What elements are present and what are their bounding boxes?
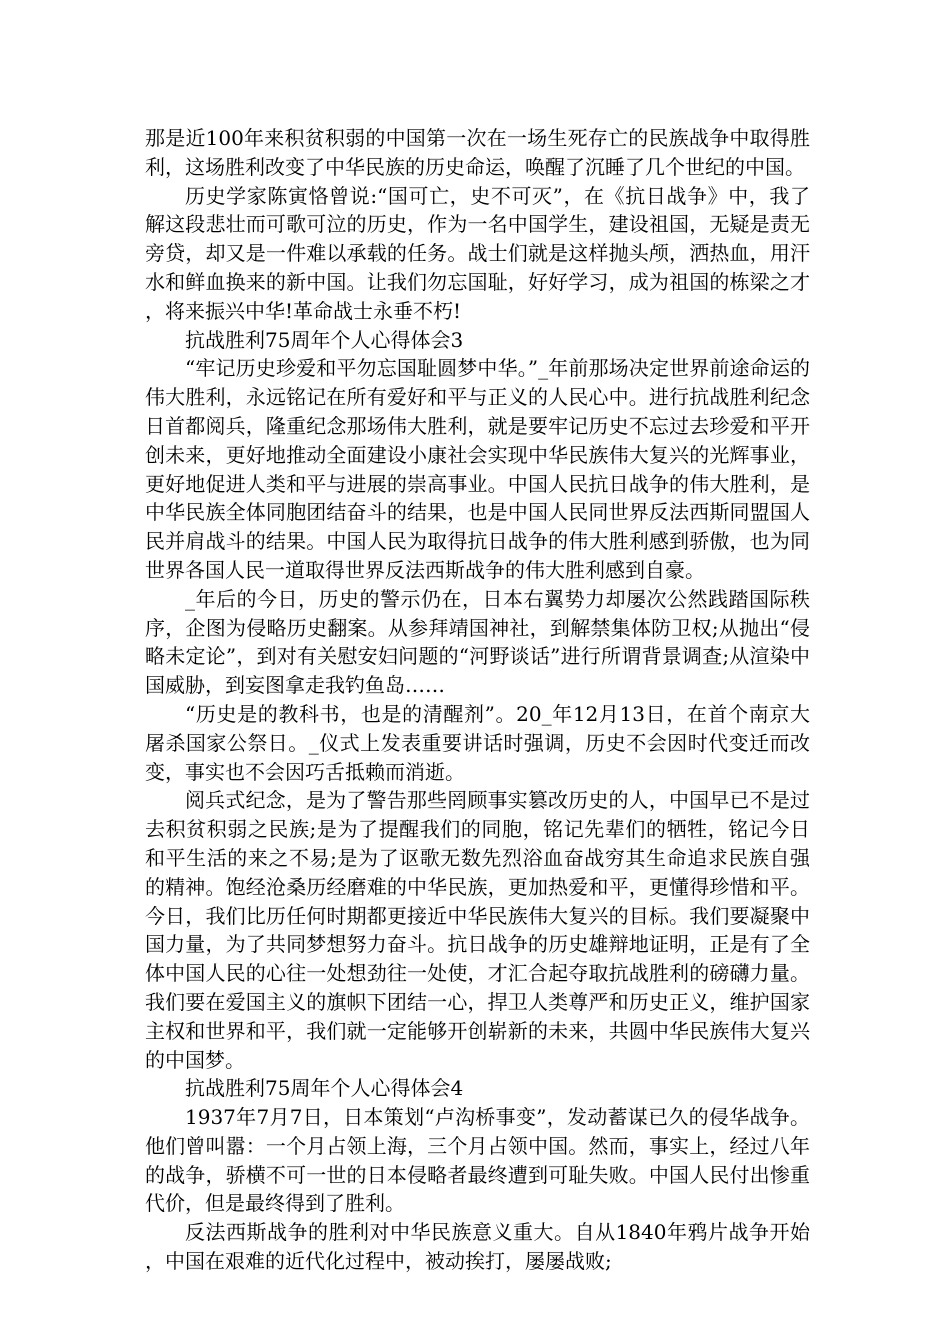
paragraph-7: 1937年7月7日，日本策划“卢沟桥事变”，发动蓄谋已久的侵华战争。他们曾叫嚣：一个月占领上海，三个月占领中国。然而，事实上，经过八年的战争，骄横不可一世的日本侵略者最终遭到可耻失败。中国人民付出惨重代价，但是最终得到了胜利。 <box>145 1105 810 1216</box>
section-heading-3: 抗战胜利75周年个人心得体会3 <box>185 327 464 352</box>
paragraph-6: 阅兵式纪念，是为了警告那些罔顾事实篡改历史的人，中国早已不是过去积贫积弱之民族;是为了提醒我们的同胞，铭记先辈们的牺牲，铭记今日和平生活的来之不易;是为了讴歌无数先烈浴血奋战穷其生命追求民族自强的精神。饱经沧桑历经磨难的中华民族，更加热爱和平，更懂得珍惜和平。今日，我们比历任何时期都更接近中华民族伟大复兴的目标。我们要凝聚中国力量，为了共同梦想努力奋斗。抗日战争的历史雄辩地证明，正是有了全体中国人民的心往一处想劲往一处使，才汇合起夺取抗战胜利的磅礴力量。我们要在爱国主义的旗帜下团结一心，捍卫人类尊严和历史正义，维护国家主权和世界和平，我们就一定能够开创崭新的未来，共圆中华民族伟大复兴的中国梦。 <box>145 788 810 1072</box>
paragraph-8: 反法西斯战争的胜利对中华民族意义重大。自从1840年鸦片战争开始，中国在艰难的近代化过程中，被动挨打，屡屡战败; <box>145 1220 810 1274</box>
document-page <box>145 124 810 1276</box>
paragraph-2: 历史学家陈寅恪曾说:“国可亡，史不可灭”，在《抗日战争》中，我了解这段悲壮而可歌可泣的历史，作为一名中国学生，建设祖国，无疑是责无旁贷，却又是一件难以承载的任务。战士们就是这样抛头颅，洒热血，用汗水和鲜血换来的新中国。让我们勿忘国耻，好好学习，成为祖国的栋梁之才，将来振兴中华!革命战士永垂不朽! <box>145 183 810 323</box>
section-heading-4: 抗战胜利75周年个人心得体会4 <box>185 1076 464 1101</box>
paragraph-3: “牢记历史珍爱和平勿忘国耻圆梦中华。”_年前那场决定世界前途命运的伟大胜利，永远铭记在所有爱好和平与正义的人民心中。进行抗战胜利纪念日首都阅兵，隆重纪念那场伟大胜利，就是要牢记历史不忘过去珍爱和平开创未来，更好地推动全面建设小康社会实现中华民族伟大复兴的光辉事业，更好地促进人类和平与进展的崇高事业。中国人民抗日战争的伟大胜利，是中华民族全体同胞团结奋斗的结果，也是中国人民同世界反法西斯同盟国人民并肩战斗的结果。中国人民为取得抗日战争的伟大胜利感到骄傲，也为同世界各国人民一道取得世界反法西斯战争的伟大胜利感到自豪。 <box>145 356 810 582</box>
paragraph-1: 那是近100年来积贫积弱的中国第一次在一场生死存亡的民族战争中取得胜利，这场胜利改变了中华民族的历史命运，唤醒了沉睡了几个世纪的中国。 <box>145 126 810 179</box>
paragraph-4: _年后的今日，历史的警示仍在，日本右翼势力却屡次公然践踏国际秩序，企图为侵略历史翻案。从参拜靖国神社，到解禁集体防卫权;从抛出“侵略未定论”，到对有关慰安妇问题的“河野谈话”进行所谓背景调查;从渲染中国威胁，到妄图拿走我钓鱼岛…… <box>145 586 810 698</box>
paragraph-5: “历史是的教科书，也是的清醒剂”。20_年12月13日，在首个南京大屠杀国家公祭日。_仪式上发表重要讲话时强调，历史不会因时代变迁而改变，事实也不会因巧舌抵赖而消逝。 <box>145 701 810 784</box>
